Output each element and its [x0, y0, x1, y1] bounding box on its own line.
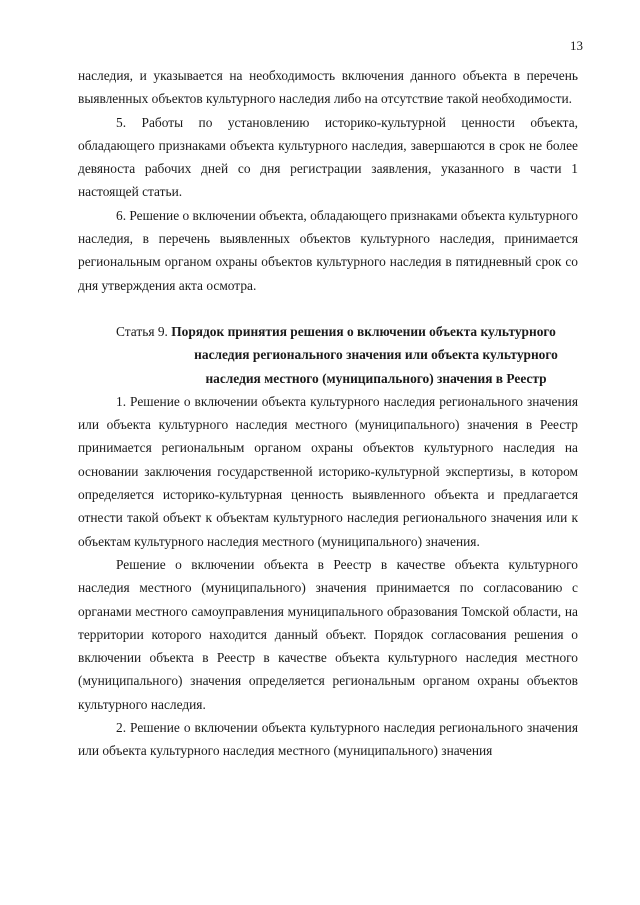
article-title-line1: Порядок принятия решения о включении объекта культурного	[171, 323, 556, 339]
article-paragraph-2: 2. Решение о включении объекта культурного наследия регионального значения или объекта культурного наследия местного (муниципального) значения	[78, 720, 578, 759]
article-label: Статья 9.	[116, 323, 172, 339]
article-paragraph-1-continued: Решение о включении объекта в Реестр в качестве объекта культурного наследия местного (муниципального) значения принимается по согласованию с органами местного самоуправления муниципального образования Томской области, на территории которого находится данный объект. Порядок согласования решения о включении объекта в Реестр в качестве объекта культурного наследия местного (муниципального) значения определяется региональным органом охраны объектов культурного наследия.	[78, 556, 578, 712]
paragraph-continuation: наследия, и указывается на необходимость включения данного объекта в перечень выявленных объектов культурного наследия либо на отсутствие такой необходимости.	[78, 68, 578, 107]
paragraph-item-5: 5. Работы по установлению историко-культурной ценности объекта, обладающего признаками объекта культурного наследия, завершаются в срок не более девяноста рабочих дней со дня регистрации заявления, указанного в части 1 настоящей статьи.	[78, 114, 578, 200]
article-paragraph-1: 1. Решение о включении объекта культурного наследия регионального значения или объекта культурного наследия местного (муниципального) значения в Реестр принимается региональным органом охраны объектов культурного наследия на основании заключения государственной историко-культурной экспертизы, в котором определяется историко-культурная ценность выявленного объекта и предлагается отнести такой объект к объектам культурного наследия регионального значения или к объектам культурного наследия местного (муниципального) значения.	[78, 393, 578, 549]
article-heading	[78, 320, 578, 390]
document-body	[78, 64, 578, 763]
article-title-rest: наследия регионального значения или объекта культурного наследия местного (муниципального) значения в Реестр	[194, 347, 558, 386]
page-number: 13	[570, 38, 583, 53]
paragraph-item-6: 6. Решение о включении объекта, обладающего признаками объекта культурного наследия, в перечень выявленных объектов культурного наследия, принимается региональным органом охраны объектов культурного наследия в пятидневный срок со дня утверждения акта осмотра.	[78, 207, 578, 293]
